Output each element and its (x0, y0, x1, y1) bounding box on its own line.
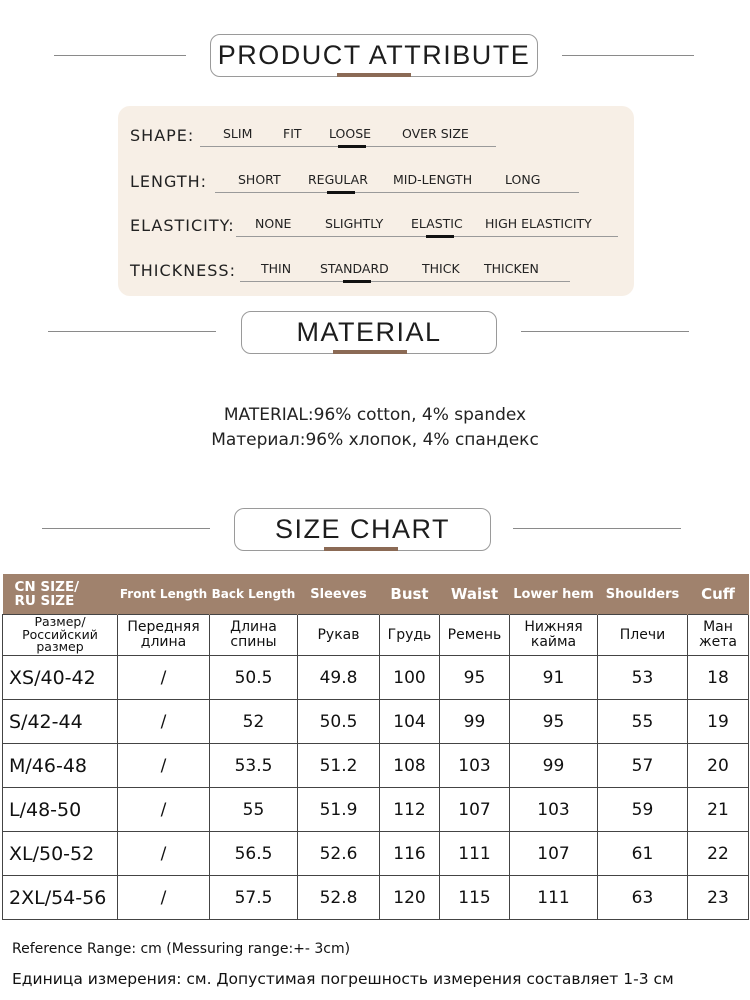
header-cell: Bust (380, 574, 440, 615)
table-row (3, 656, 749, 700)
table-cell: 95 (440, 656, 510, 700)
selected-marker (343, 280, 371, 283)
header-cell: Передняя длина (118, 615, 210, 656)
material-russian: Материал:96% хлопок, 4% спандекс (211, 430, 539, 450)
header-cell: Длина спины (210, 615, 298, 656)
table-cell: 91 (510, 656, 598, 700)
option-standard: STANDARD (320, 261, 389, 276)
size-label-cell: S/42-44 (3, 700, 118, 744)
table-header-row (3, 574, 749, 615)
table-cell: 50.5 (210, 656, 298, 700)
selected-marker (338, 145, 366, 148)
table-cell: 18 (688, 656, 749, 700)
table-cell: 53 (598, 656, 688, 700)
size-chart-header (234, 508, 491, 551)
table-cell: 22 (688, 832, 749, 876)
table-cell: 115 (440, 876, 510, 920)
divider-left (54, 55, 186, 56)
section-title: PRODUCT ATTRIBUTE (217, 40, 531, 70)
section-title: MATERIAL (296, 317, 442, 347)
option-none: NONE (255, 216, 292, 231)
table-cell: / (118, 656, 210, 700)
material-header (241, 311, 497, 354)
reference-range-note: Reference Range: cm (Messuring range:+- 3cm) (12, 941, 351, 957)
option-thin: THIN (261, 261, 292, 276)
option-slightly: SLIGHTLY (325, 216, 384, 231)
table-cell: 111 (440, 832, 510, 876)
size-label-cell: XL/50-52 (3, 832, 118, 876)
table-cell: / (118, 744, 210, 788)
table-cell: 57 (598, 744, 688, 788)
attribute-label: THICKNESS: (130, 261, 236, 280)
material-english: MATERIAL:96% cotton, 4% spandex (223, 405, 527, 425)
header-cell: Cuff (688, 574, 749, 615)
table-cell: / (118, 832, 210, 876)
table-cell: 99 (510, 744, 598, 788)
table-cell: 61 (598, 832, 688, 876)
option-fit: FIT (283, 126, 302, 141)
size-label-cell: XS/40-42 (3, 656, 118, 700)
header-cell: Плечи (598, 615, 688, 656)
table-cell: 52 (210, 700, 298, 744)
option-over-size: OVER SIZE (402, 126, 469, 141)
attribute-panel (118, 106, 634, 296)
table-cell: 108 (380, 744, 440, 788)
option-slim: SLIM (223, 126, 253, 141)
header-cell: Размер/ Российский размер (3, 615, 118, 656)
size-label-cell: L/48-50 (3, 788, 118, 832)
option-regular: REGULAR (308, 172, 368, 187)
table-cell: 51.9 (298, 788, 380, 832)
table-cell: 19 (688, 700, 749, 744)
divider-right (562, 55, 694, 56)
title-accent-bar (324, 547, 398, 551)
table-cell: / (118, 700, 210, 744)
header-cell: Front Length (118, 574, 210, 615)
table-cell: 63 (598, 876, 688, 920)
selected-marker (327, 191, 355, 194)
table-cell: 55 (598, 700, 688, 744)
table-cell: 49.8 (298, 656, 380, 700)
table-cell: 20 (688, 744, 749, 788)
option-loose: LOOSE (329, 126, 372, 141)
option-high-elasticity: HIGH ELASTICITY (485, 216, 592, 231)
header-cell: CN SIZE/ RU SIZE (3, 574, 118, 615)
table-cell: 56.5 (210, 832, 298, 876)
table-cell: / (118, 876, 210, 920)
attribute-row-shape (118, 120, 634, 154)
attribute-row-thickness (118, 255, 634, 289)
product-attribute-header (210, 34, 538, 77)
table-cell: 104 (380, 700, 440, 744)
table-header-row-russian (3, 615, 749, 656)
table-row (3, 744, 749, 788)
header-cell: Грудь (380, 615, 440, 656)
option-mid-length: MID-LENGTH (393, 172, 473, 187)
table-cell: 111 (510, 876, 598, 920)
table-cell: 50.5 (298, 700, 380, 744)
size-label-cell: M/46-48 (3, 744, 118, 788)
attribute-label: ELASTICITY: (130, 216, 235, 235)
table-cell: 55 (210, 788, 298, 832)
attribute-label: SHAPE: (130, 126, 195, 145)
table-cell: 103 (510, 788, 598, 832)
divider-left (42, 528, 210, 529)
table-cell: 100 (380, 656, 440, 700)
table-cell: 107 (510, 832, 598, 876)
header-cell: Sleeves (298, 574, 380, 615)
table-cell: 52.6 (298, 832, 380, 876)
attribute-line (215, 192, 579, 193)
divider-left (48, 331, 216, 332)
table-cell: 116 (380, 832, 440, 876)
attribute-label: LENGTH: (130, 172, 208, 191)
table-cell: 99 (440, 700, 510, 744)
header-cell: Lower hem (510, 574, 598, 615)
table-row (3, 876, 749, 920)
table-cell: 112 (380, 788, 440, 832)
header-cell: Нижняя кайма (510, 615, 598, 656)
header-cell: Shoulders (598, 574, 688, 615)
table-cell: 95 (510, 700, 598, 744)
table-cell: 21 (688, 788, 749, 832)
measurement-note-russian: Единица измерения: см. Допустимая погрешность измерения составляет 1-3 см (12, 970, 674, 988)
section-title: SIZE CHART (274, 514, 451, 544)
option-short: SHORT (238, 172, 281, 187)
header-cell: Waist (440, 574, 510, 615)
table-cell: 52.8 (298, 876, 380, 920)
attribute-row-elasticity (118, 210, 634, 244)
title-accent-bar (337, 73, 411, 77)
table-row (3, 700, 749, 744)
header-cell: Рукав (298, 615, 380, 656)
divider-right (513, 528, 681, 529)
option-thick: THICK (422, 261, 460, 276)
table-cell: 23 (688, 876, 749, 920)
table-cell: / (118, 788, 210, 832)
table-cell: 107 (440, 788, 510, 832)
option-thicken: THICKEN (484, 261, 539, 276)
size-label-cell: 2XL/54-56 (3, 876, 118, 920)
option-long: LONG (505, 172, 541, 187)
option-elastic: ELASTIC (411, 216, 463, 231)
header-cell: Back Length (210, 574, 298, 615)
divider-right (521, 331, 689, 332)
table-cell: 103 (440, 744, 510, 788)
attribute-line (240, 281, 570, 282)
header-cell: Ман жета (688, 615, 749, 656)
table-cell: 53.5 (210, 744, 298, 788)
table-cell: 57.5 (210, 876, 298, 920)
table-cell: 59 (598, 788, 688, 832)
attribute-row-length (118, 166, 634, 200)
selected-marker (426, 235, 454, 238)
table-cell: 51.2 (298, 744, 380, 788)
header-cell: Ремень (440, 615, 510, 656)
size-chart-table (2, 574, 749, 920)
table-row (3, 788, 749, 832)
title-accent-bar (333, 350, 407, 354)
table-cell: 120 (380, 876, 440, 920)
table-row (3, 832, 749, 876)
